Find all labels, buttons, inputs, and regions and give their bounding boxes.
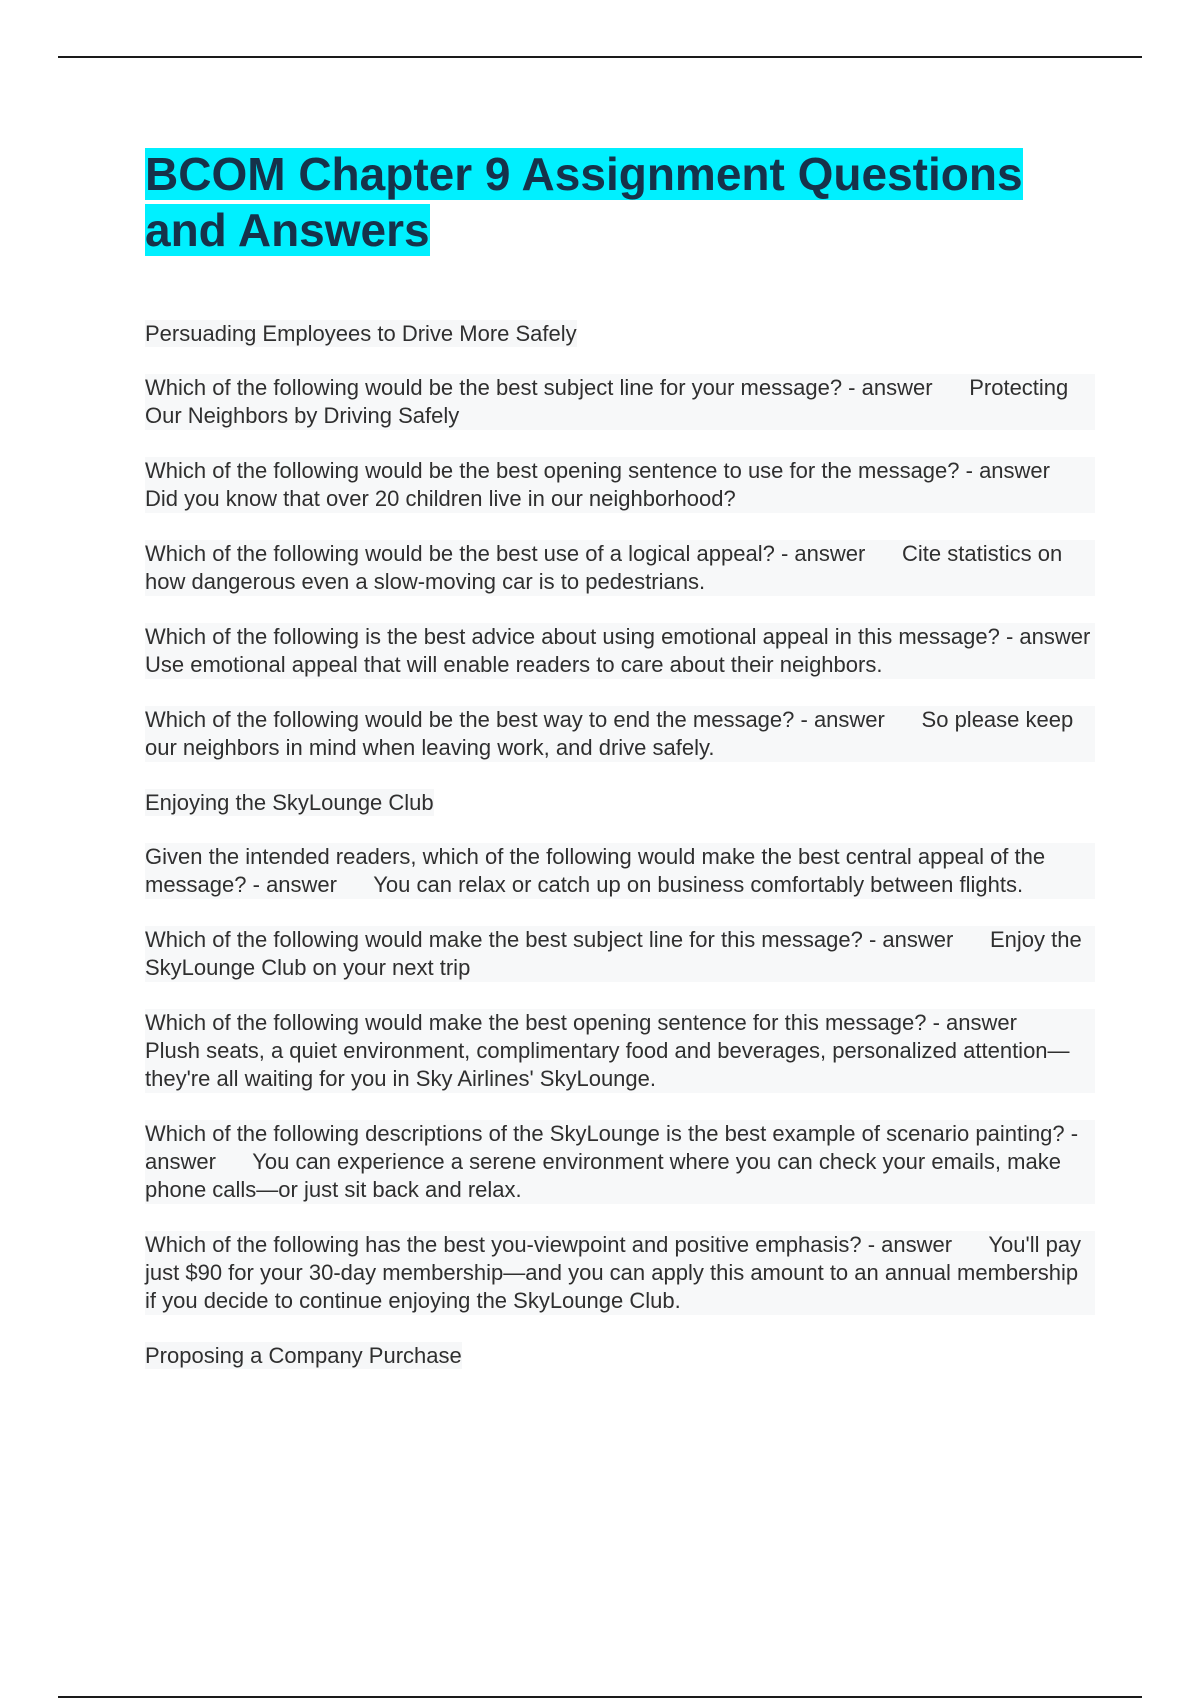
question-text: Which of the following would be the best opening sentence to use for the message? bbox=[145, 458, 960, 483]
answer-text: You can relax or catch up on business comfortably between flights. bbox=[373, 872, 1024, 897]
answer-separator: - answer bbox=[861, 1232, 989, 1257]
qa-item bbox=[145, 540, 1095, 596]
qa-item bbox=[145, 926, 1095, 982]
qa-item bbox=[145, 623, 1128, 679]
qa-item bbox=[145, 374, 1095, 430]
answer-separator: - answer bbox=[999, 624, 1128, 649]
document-title-text: BCOM Chapter 9 Assignment Questions and Answers bbox=[145, 148, 1023, 256]
answer-separator: - answer bbox=[774, 541, 903, 566]
qa-item bbox=[145, 843, 1095, 899]
answer-text: Did you know that over 20 children live in our neighborhood? bbox=[145, 486, 736, 511]
question-text: Which of the following descriptions of the SkyLounge is the best example of scenario painting? bbox=[145, 1121, 1065, 1146]
question-text: Which of the following would make the best subject line for this message? bbox=[145, 927, 863, 952]
document-body bbox=[145, 146, 1128, 1396]
qa-item bbox=[145, 1231, 1095, 1315]
question-text: Which of the following would be the best use of a logical appeal? bbox=[145, 541, 775, 566]
answer-separator: - answer bbox=[145, 1121, 1085, 1174]
question-text: Given the intended readers, which of the following would make the best central appeal of the message? bbox=[145, 844, 1052, 897]
section-heading: Proposing a Company Purchase bbox=[145, 1343, 462, 1368]
answer-separator: - answer bbox=[794, 707, 922, 732]
question-text: Which of the following has the best you-viewpoint and positive emphasis? bbox=[145, 1232, 862, 1257]
answer-separator: - answer bbox=[926, 1010, 1054, 1035]
answer-text: So please keep our neighbors in mind when leaving work, and drive safely. bbox=[145, 707, 1080, 760]
section-heading: Enjoying the SkyLounge Club bbox=[145, 790, 434, 815]
section-heading: Persuading Employees to Drive More Safely bbox=[145, 321, 577, 346]
answer-text: Cite statistics on how dangerous even a slow-moving car is to pedestrians. bbox=[145, 541, 1069, 594]
answer-separator: - answer bbox=[842, 375, 970, 400]
qa-item bbox=[145, 1120, 1095, 1204]
question-text: Which of the following would be the best subject line for your message? bbox=[145, 375, 843, 400]
answer-separator: - answer bbox=[959, 458, 1087, 483]
answer-text: You'll pay just $90 for your 30-day membership—and you can apply this amount to an annual membership if you decide to continue enjoying the SkyLounge Club. bbox=[145, 1232, 1088, 1313]
question-text: Which of the following is the best advice about using emotional appeal in this message? bbox=[145, 624, 1000, 649]
qa-item bbox=[145, 706, 1095, 762]
question-text: Which of the following would be the best way to end the message? bbox=[145, 707, 795, 732]
answer-text: Enjoy the SkyLounge Club on your next trip bbox=[145, 927, 1088, 980]
qa-item bbox=[145, 1009, 1095, 1093]
answer-separator: - answer bbox=[862, 927, 990, 952]
top-rule bbox=[58, 56, 1142, 58]
answer-text: Protecting Our Neighbors by Driving Safely bbox=[145, 375, 1075, 428]
answer-text: You can experience a serene environment where you can check your emails, make phone calls—or just sit back and relax. bbox=[145, 1149, 1068, 1202]
answer-separator: - answer bbox=[246, 872, 374, 897]
answer-text: Use emotional appeal that will enable readers to care about their neighbors. bbox=[145, 652, 883, 677]
document-title bbox=[145, 146, 1095, 258]
answer-text: Plush seats, a quiet environment, complimentary food and beverages, personalized attention—they're all waiting for you in Sky Airlines' SkyLounge. bbox=[145, 1038, 1070, 1091]
qa-item bbox=[145, 457, 1095, 513]
bottom-rule bbox=[58, 1696, 1142, 1698]
question-text: Which of the following would make the best opening sentence for this message? bbox=[145, 1010, 927, 1035]
